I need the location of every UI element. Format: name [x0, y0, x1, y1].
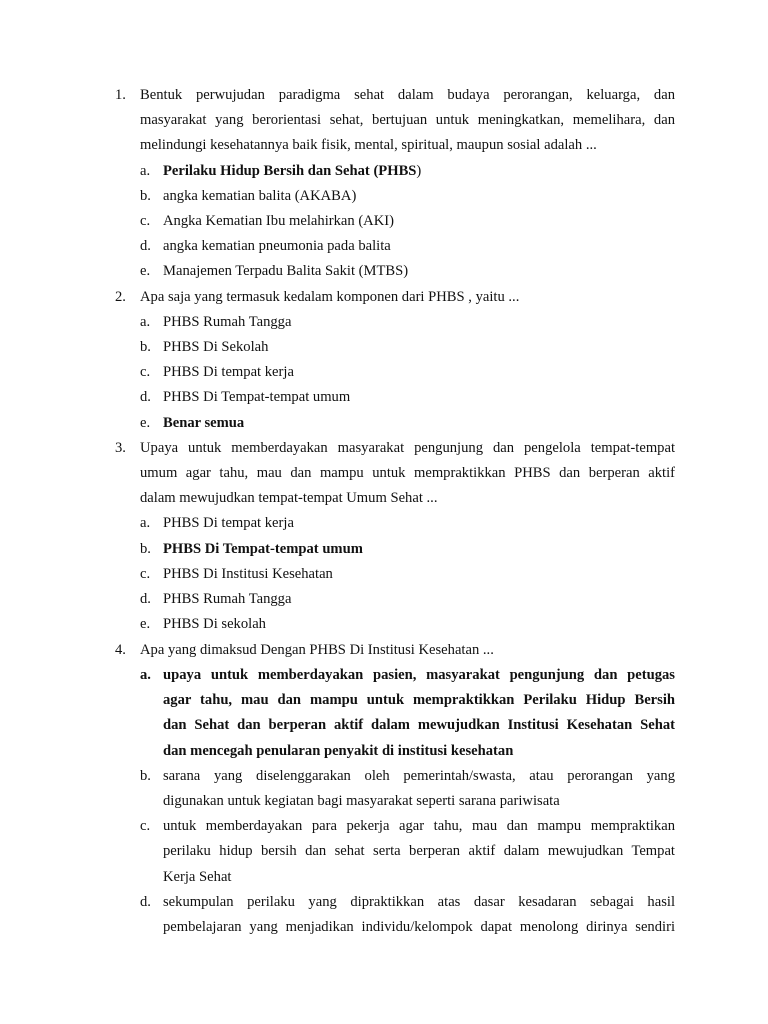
question-text: Apa saja yang termasuk kedalam komponen dari PHBS , yaitu ...	[140, 289, 520, 305]
option-label: c.	[140, 213, 151, 229]
option-label: b.	[140, 768, 151, 784]
option-text: PHBS Di Tempat-tempat umum	[163, 389, 351, 405]
question-text: masyarakat yang berorientasi sehat, bertujuan untuk meningkatkan, memelihara, dan	[140, 112, 675, 128]
question-4-option-a-line-2	[0, 688, 768, 713]
question-1-option-e	[0, 259, 768, 284]
option-text: PHBS Di Institusi Kesehatan	[163, 566, 333, 582]
question-3-stem-line-1	[0, 436, 768, 461]
option-label: d.	[140, 389, 151, 405]
correct-answer-text: agar tahu, mau dan mampu untuk mempraktikkan Perilaku Hidup Bersih	[163, 692, 675, 708]
option-text: PHBS Di Sekolah	[163, 339, 269, 355]
question-1-stem-line-3	[0, 133, 768, 158]
option-text: Angka Kematian Ibu melahirkan (AKI)	[163, 213, 394, 229]
option-text: PHBS Di tempat kerja	[163, 515, 294, 531]
option-label: e.	[140, 616, 151, 632]
question-text: melindungi kesehatannya baik fisik, mental, spiritual, maupun sosial adalah ...	[140, 137, 597, 153]
question-text: dalam mewujudkan tempat-tempat Umum Sehat ...	[140, 490, 438, 506]
option-label: a.	[140, 515, 151, 531]
correct-answer-text: Perilaku Hidup Bersih dan Sehat (PHBS	[163, 163, 417, 179]
question-3-stem-line-3	[0, 486, 768, 511]
option-label: b.	[140, 339, 151, 355]
closing-parenthesis: )	[416, 163, 422, 179]
option-text	[163, 159, 675, 184]
question-text: Bentuk perwujudan paradigma sehat dalam budaya perorangan, keluarga, dan	[140, 87, 675, 103]
option-text: perilaku hidup bersih dan sehat serta berperan aktif dalam mewujudkan Tempat	[163, 843, 675, 859]
question-4-option-b-line-1	[0, 764, 768, 789]
option-text: sekumpulan perilaku yang dipraktikkan atas dasar kesadaran sebagai hasil	[163, 894, 675, 910]
question-2-option-d	[0, 385, 768, 410]
question-4-option-d-line-2	[0, 915, 768, 940]
correct-answer-text: upaya untuk memberdayakan pasien, masyarakat pengunjung dan petugas	[163, 667, 675, 683]
question-4-option-a-line-4	[0, 739, 768, 764]
option-label: a.	[140, 163, 151, 179]
option-label: c.	[140, 364, 151, 380]
question-2-option-c	[0, 360, 768, 385]
question-text: Apa yang dimaksud Dengan PHBS Di Institusi Kesehatan ...	[140, 642, 494, 658]
question-number: 2.	[115, 289, 126, 305]
option-text: PHBS Rumah Tangga	[163, 591, 292, 607]
correct-answer-text: PHBS Di Tempat-tempat umum	[163, 541, 363, 557]
option-text: PHBS Di sekolah	[163, 616, 266, 632]
option-label: e.	[140, 263, 151, 279]
option-label: d.	[140, 894, 151, 910]
option-label: a.	[140, 314, 151, 330]
question-4-option-d-line-1	[0, 890, 768, 915]
option-text: PHBS Di tempat kerja	[163, 364, 294, 380]
option-label: b.	[140, 541, 151, 557]
question-1-option-c	[0, 209, 768, 234]
question-3-option-a	[0, 511, 768, 536]
question-1-option-d	[0, 234, 768, 259]
option-text: pembelajaran yang menjadikan individu/kelompok dapat menolong dirinya sendiri	[163, 919, 675, 935]
question-4-option-a-line-1	[0, 663, 768, 688]
question-2-option-b	[0, 335, 768, 360]
option-label: a.	[140, 667, 151, 683]
question-number: 4.	[115, 642, 126, 658]
question-2-option-e	[0, 411, 768, 436]
question-2-option-a	[0, 310, 768, 335]
question-4-option-c-line-2	[0, 839, 768, 864]
question-1-stem-line-1	[0, 83, 768, 108]
question-number: 1.	[115, 87, 126, 103]
question-1-option-b	[0, 184, 768, 209]
option-text: PHBS Rumah Tangga	[163, 314, 292, 330]
question-4-option-c-line-3	[0, 865, 768, 890]
option-text: digunakan untuk kegiatan bagi masyarakat seperti sarana pariwisata	[163, 793, 560, 809]
question-4-stem-line-1	[0, 638, 768, 663]
question-1-option-a	[0, 159, 768, 184]
question-4-option-c-line-1	[0, 814, 768, 839]
option-text: untuk memberdayakan para pekerja agar tahu, mau dan mampu mempraktikan	[163, 818, 675, 834]
correct-answer-text: dan Sehat dan berperan aktif dalam mewujudkan Institusi Kesehatan Sehat	[163, 717, 675, 733]
question-4-option-b-line-2	[0, 789, 768, 814]
option-label: c.	[140, 566, 151, 582]
question-text: Upaya untuk memberdayakan masyarakat pengunjung dan pengelola tempat-tempat	[140, 440, 675, 456]
option-text: sarana yang diselenggarakan oleh pemerintah/swasta, atau perorangan yang	[163, 768, 675, 784]
option-text: angka kematian pneumonia pada balita	[163, 238, 391, 254]
question-3-option-e	[0, 612, 768, 637]
option-label: b.	[140, 188, 151, 204]
correct-answer-text: Benar semua	[163, 415, 245, 431]
question-3-option-b	[0, 537, 768, 562]
question-number: 3.	[115, 440, 126, 456]
question-4-option-a-line-3	[0, 713, 768, 738]
option-label: d.	[140, 591, 151, 607]
correct-answer-text: dan mencegah penularan penyakit di institusi kesehatan	[163, 743, 514, 759]
question-2-stem-line-1	[0, 285, 768, 310]
option-text: Manajemen Terpadu Balita Sakit (MTBS)	[163, 263, 409, 279]
question-3-option-c	[0, 562, 768, 587]
option-text: Kerja Sehat	[163, 869, 232, 885]
option-text: angka kematian balita (AKABA)	[163, 188, 357, 204]
option-label: d.	[140, 238, 151, 254]
option-label: e.	[140, 415, 151, 431]
question-3-option-d	[0, 587, 768, 612]
option-label: c.	[140, 818, 151, 834]
question-text: umum agar tahu, mau dan mampu untuk mempraktikkan PHBS dan berperan aktif	[140, 465, 675, 481]
question-1-stem-line-2	[0, 108, 768, 133]
question-3-stem-line-2	[0, 461, 768, 486]
